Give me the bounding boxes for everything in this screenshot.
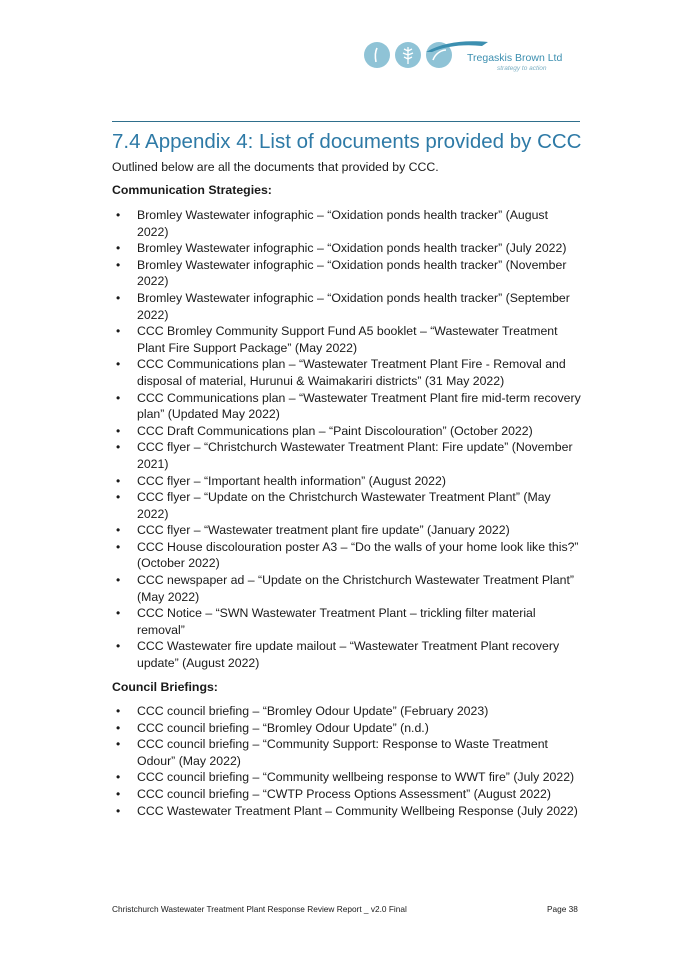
list-item: • CCC council briefing – “CWTP Process Options Assessment” (August 2022) — [112, 786, 582, 803]
footer-document-title: Christchurch Wastewater Treatment Plant Response Review Report _ v2.0 Final — [112, 904, 407, 914]
list-item: • CCC council briefing – “Community Support: Response to Waste Treatment Odour” (May 2022) — [112, 736, 582, 769]
page-heading: 7.4 Appendix 4: List of documents provided by CCC — [112, 130, 582, 153]
list-item: • CCC Wastewater Treatment Plant – Community Wellbeing Response (July 2022) — [112, 803, 582, 820]
list-item: • CCC newspaper ad – “Update on the Christchurch Wastewater Treatment Plant” (May 2022) — [112, 572, 582, 605]
list-item: • Bromley Wastewater infographic – “Oxidation ponds health tracker” (July 2022) — [112, 240, 582, 257]
section-title-communication: Communication Strategies: — [112, 183, 272, 197]
list-item: • CCC flyer – “Christchurch Wastewater Treatment Plant: Fire update” (November 2021) — [112, 439, 582, 472]
list-item: • Bromley Wastewater infographic – “Oxidation ponds health tracker” (September 2022) — [112, 290, 582, 323]
list-item: • CCC flyer – “Important health information” (August 2022) — [112, 473, 582, 490]
fern-icon — [395, 42, 421, 68]
list-item: • CCC Draft Communications plan – “Paint Discolouration” (October 2022) — [112, 423, 582, 440]
list-item: • Bromley Wastewater infographic – “Oxidation ponds health tracker” (November 2022) — [112, 257, 582, 290]
list-item: • CCC flyer – “Wastewater treatment plant fire update” (January 2022) — [112, 522, 582, 539]
list-item: • CCC Notice – “SWN Wastewater Treatment Plant – trickling filter material removal” — [112, 605, 582, 638]
list-item: • CCC council briefing – “Community wellbeing response to WWT fire” (July 2022) — [112, 769, 582, 786]
footer-page-number: Page 38 — [547, 904, 578, 914]
intro-text: Outlined below are all the documents that provided by CCC. — [112, 160, 439, 174]
list-item: • CCC Communications plan – “Wastewater Treatment Plant fire mid-term recovery plan” (Updated May 2022) — [112, 390, 582, 423]
list-item: • CCC flyer – “Update on the Christchurch Wastewater Treatment Plant” (May 2022) — [112, 489, 582, 522]
list-item: • CCC House discolouration poster A3 – “Do the walls of your home look like this?” (October 2022) — [112, 539, 582, 572]
list-item: • CCC Communications plan – “Wastewater Treatment Plant Fire - Removal and disposal of material, Hurunui & Waimakariri districts” (31 May 2022) — [112, 356, 582, 389]
feather-icon — [364, 42, 390, 68]
communication-list — [112, 207, 582, 672]
council-list — [112, 703, 582, 819]
header-rule — [112, 121, 580, 122]
list-item: • CCC council briefing – “Bromley Odour Update” (February 2023) — [112, 703, 582, 720]
company-logo — [362, 38, 562, 78]
list-item: • CCC council briefing – “Bromley Odour Update” (n.d.) — [112, 720, 582, 737]
list-item: • CCC Wastewater fire update mailout – “Wastewater Treatment Plant recovery update” (August 2022) — [112, 638, 582, 671]
logo-brand: Tregaskis Brown Ltd — [467, 52, 563, 64]
section-title-council: Council Briefings: — [112, 680, 218, 694]
list-item: • CCC Bromley Community Support Fund A5 booklet – “Wastewater Treatment Plant Fire Support Package” (May 2022) — [112, 323, 582, 356]
logo-tagline: strategy to action — [497, 65, 547, 72]
list-item: • Bromley Wastewater infographic – “Oxidation ponds health tracker” (August 2022) — [112, 207, 582, 240]
